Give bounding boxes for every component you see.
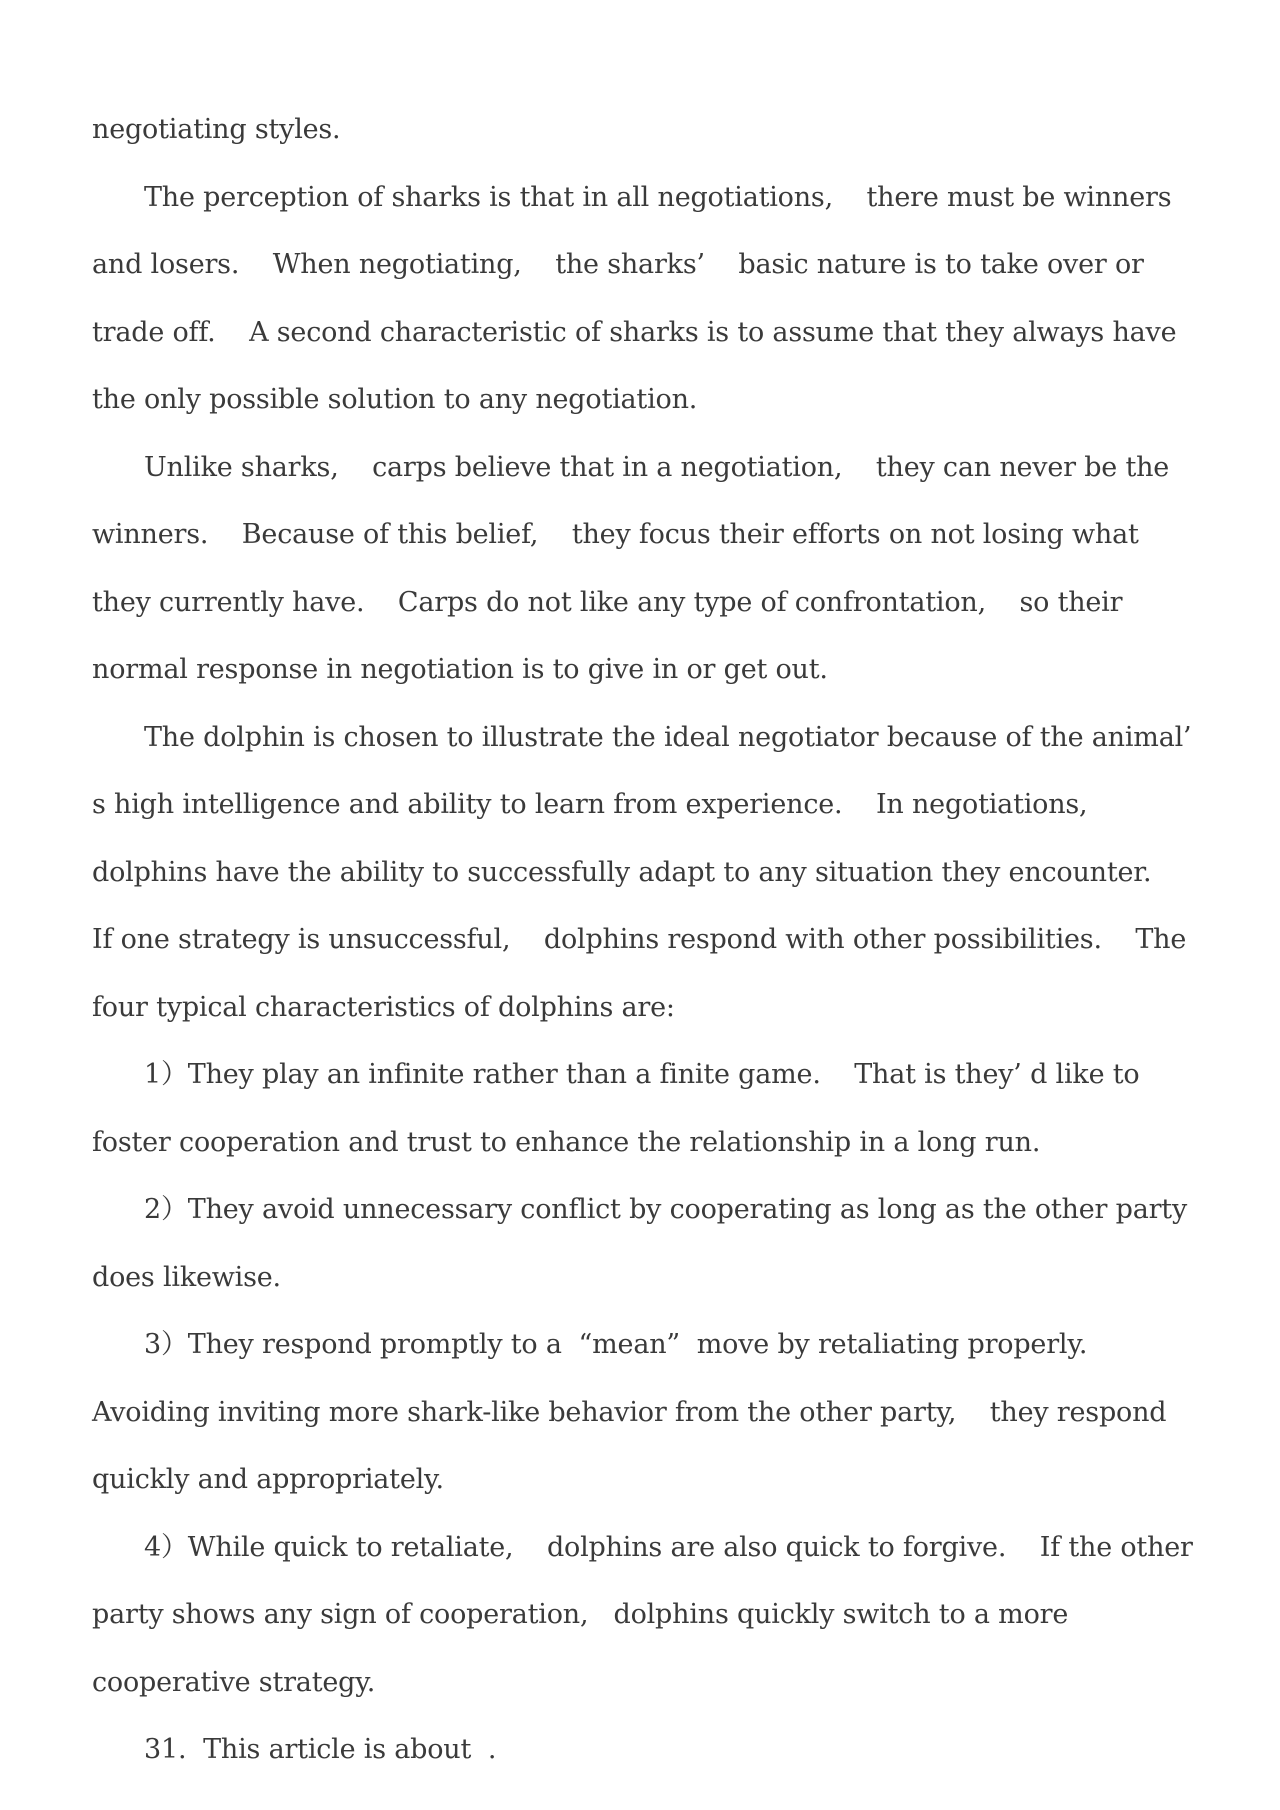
paragraph-carps: Unlike sharks, carps believe that in a negotiation, they can never be the winners. Because of this belief, they focus their efforts on not losing what they currently have. Carps do not like any type of confrontation, so their normal response in negotiation is to give in or get out.	[92, 451, 1178, 685]
paragraph-sharks: The perception of sharks is that in all negotiations, there must be winners and losers. When negotiating, the sharks’ basic nature is to take over or trade off. A second characteristic of sharks is to assume that they always have the only possible solution to any negotiation.	[92, 181, 1185, 415]
list-item-characteristic-3: 3）They respond promptly to a “mean” move by retaliating properly. Avoiding inviting more shark-like behavior from the other party, they respond quickly and appropriately.	[92, 1329, 1175, 1495]
question-31: 31. This article is about .	[144, 1734, 497, 1765]
list-item-characteristic-4: 4）While quick to retaliate, dolphins are also quick to forgive. If the other party shows any sign of cooperation, dolphins quickly switch to a more cooperative strategy.	[92, 1531, 1202, 1698]
list-item-characteristic-2: 2）They avoid unnecessary conflict by cooperating as long as the other party does likewise.	[92, 1194, 1196, 1293]
list-item-characteristic-1: 1）They play an infinite rather than a finite game. That is they’ d like to foster cooperation and trust to enhance the relationship in a long run.	[92, 1059, 1148, 1158]
paragraph-dolphins: The dolphin is chosen to illustrate the ideal negotiator because of the animal’ s high intelligence and ability to learn from experience. In negotiations, dolphins have the ability to successfully adapt to any situation they encounter. If one strategy is unsuccessful, dolphins respond with other possibilities. The four typical characteristics of dolphins are:	[92, 721, 1200, 1023]
paragraph-continuation: negotiating styles.	[92, 114, 341, 145]
document-page	[92, 96, 1202, 1784]
